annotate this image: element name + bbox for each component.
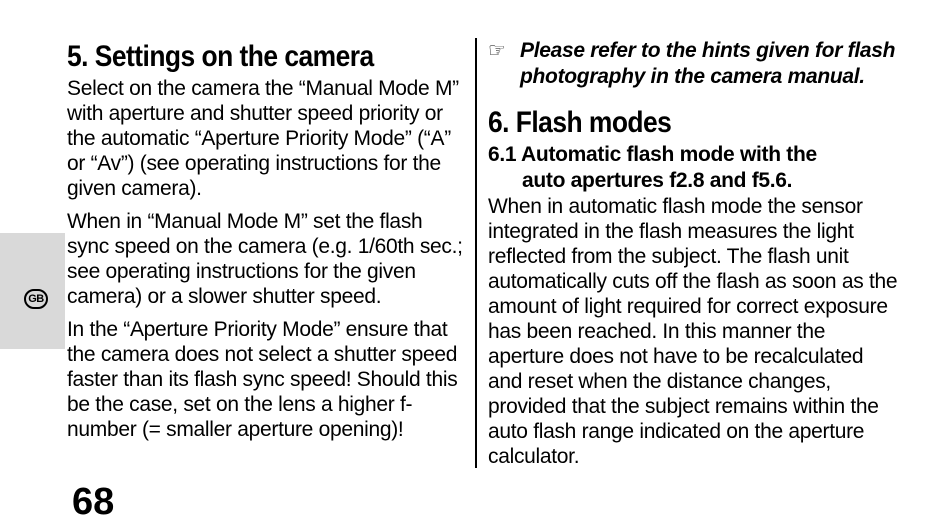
right-paragraph: When in automatic flash mode the sensor integrated in the flash measures the light reflected from the subject. The flash unit automatically cuts off the flash as soon as the amount of light required for correct exposure has been reached. In this manner the aperture does not have to be recalculated and reset when the distance changes, provided that the subject remains within the auto flash range indicated on the aperture calculator. xyxy=(488,195,898,468)
left-paragraph-3: In the “Aperture Priority Mode” ensure that the camera does not select a shutter speed faster than its flash sync speed! Should this be the case, set on the lens a higher f-number (= smaller aperture opening)! xyxy=(67,318,458,441)
left-column xyxy=(67,38,467,442)
section-6-heading: 6. Flash modes xyxy=(488,106,672,139)
left-paragraph-2: When in “Manual Mode M” set the flash sync speed on the camera (e.g. 1/60th sec.; see operating instructions for the given camera) or a slower shutter speed. xyxy=(67,210,463,308)
column-divider xyxy=(475,38,477,468)
page-number: 68 xyxy=(72,481,115,523)
right-column xyxy=(488,38,898,469)
subsection-heading-line-2: auto apertures f2.8 and f5.6. xyxy=(522,169,793,192)
hint-text: Please refer to the hints given for flash photography in the camera manual. xyxy=(520,39,896,88)
pointing-hand-icon: ☞ xyxy=(488,40,506,62)
left-paragraph-1: Select on the camera the “Manual Mode M” with aperture and shutter speed priority or the automatic “Aperture Priority Mode” (“A” or “Av”) (see operating instructions for the given camera). xyxy=(67,77,459,200)
hint-note xyxy=(488,38,898,90)
section-5-heading: 5. Settings on the camera xyxy=(67,40,374,73)
subsection-heading-line-1: 6.1 Automatic flash mode with the xyxy=(488,143,817,166)
language-badge: GB xyxy=(24,289,48,309)
